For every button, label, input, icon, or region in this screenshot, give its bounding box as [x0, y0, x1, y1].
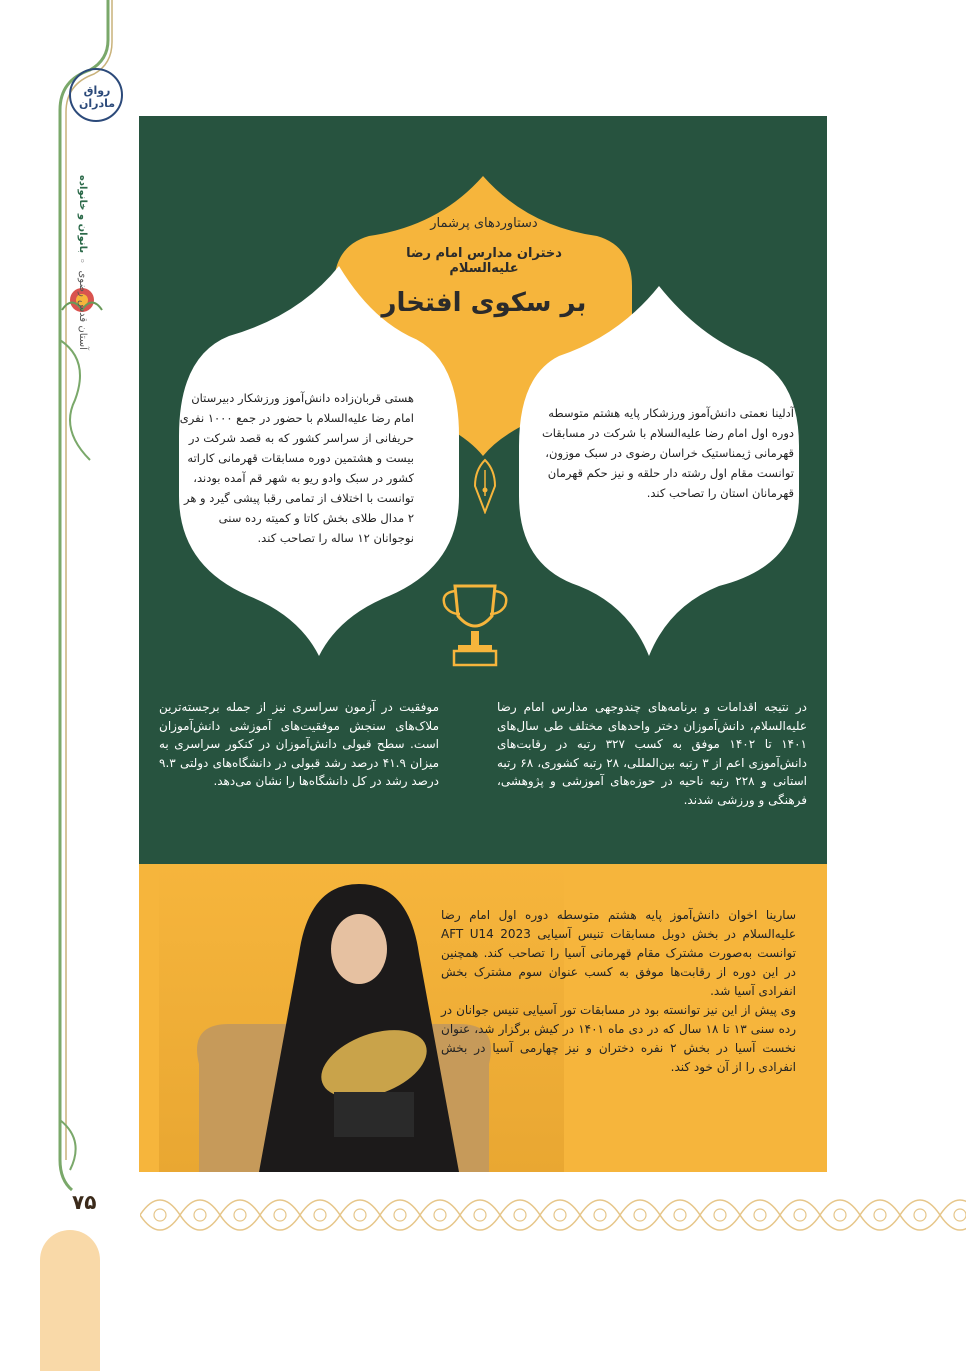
- publisher-label: آستان قدس رضوی: [77, 270, 88, 350]
- green-achievements-panel: [139, 116, 827, 864]
- page-number: ۷۵: [72, 1190, 97, 1214]
- section-label: بانوان و خانواده: [77, 175, 88, 254]
- left-bubble-text: هستی قربان‌زاده دانش‌آموز ورزشکار دبیرستان امام رضا علیه‌السلام با حضور در جمع ۱۰۰۰ نفری حریفانی از سراسر کشور که به قصد شرکت در بیست و هشتمین دوره مسابقات قهرمانی کاراته کشور در سبک وادو ریو به شهر قم آمده بودند، توانست با اختلاف از تمامی رقبا پیشی گیرد و هر ۲ مدال طلای بخش کاتا و کمیته رده سنی نوجوانان ۱۲ ساله را تصاحب کند.: [179, 391, 414, 545]
- orange-feature-panel: [139, 864, 827, 1172]
- rankings-paragraph: در نتیجه اقدامات و برنامه‌های چندوجهی مدارس امام رضا علیه‌السلام، دانش‌آموزان دختر واحدهای مختلف طی سال‌های ۱۴۰۱ تا ۱۴۰۲ موفق به کسب ۳۲۷ رتبه در رقابت‌های دانش‌آموزی اعم از ۳ رتبه بین‌المللی، ۲۸ رتبه کشوری، ۶۸ رتبه استانی و ۲۲۸ رتبه ناحیه در حوزه‌های آموزشی و پژوهشی، فرهنگی و ورزشی شدند.: [497, 700, 807, 807]
- feature-paragraph-2: وی پیش از این نیز توانسته بود در مسابقات تور آسیایی تنیس جوانان در رده سنی ۱۳ تا ۱۸ سال که در دی ماه ۱۴۰۱ در کیش برگزار شد، عنوان نخست آسیا در بخش ۲ نفره دختران و نیز چهارمی آسیا در بخش انفرادی را از آن خود کند.: [441, 1003, 797, 1074]
- page-headline: بر سکوی افتخار: [381, 288, 587, 318]
- geometric-pattern-strip: [140, 1180, 966, 1250]
- logo-text: رواق مادران: [78, 84, 116, 110]
- fountain-pen-icon: [472, 456, 498, 514]
- arch-subtitle-2: دختران مدارس امام رضا علیه‌السلام: [406, 246, 562, 276]
- bottom-tab-decoration: [40, 1230, 100, 1371]
- trophy-icon: [440, 581, 510, 671]
- exam-success-paragraph: موفقیت در آزمون سراسری نیز از جمله برجسته‌ترین ملاک‌های سنجش موفقیت‌های آموزشی دانش‌آموزان است. سطح قبولی دانش‌آموزان در کنکور سراسری به میزان ۴۱.۹ درصد رشد قبولی در دانشگاه‌های دولتی ۹.۳ درصد رشد در کل دانشگاه‌ها را نشان می‌دهد.: [159, 700, 439, 788]
- feature-article: [441, 906, 796, 1077]
- arch-subtitle-1: دستاوردهای پرشمار: [430, 216, 538, 231]
- right-bubble-text: آدلینا نعمتی دانش‌آموز ورزشکار پایه هشتم متوسطه دوره اول امام رضا علیه‌السلام با شرکت در مسابقات قهرمانی ژیمناستیک خراسان رضوی در سبک موزون، توانست مقام اول رشته دار حلقه و نیز حکم قهرمان قهرمانان استان را تصاحب کند.: [541, 406, 794, 500]
- sidebar-caption: آستان قدس رضوی ◦ بانوان و خانواده: [77, 175, 88, 350]
- feature-paragraph-1: سارینا اخوان دانش‌آموز پایه هشتم متوسطه دوره اول امام رضا علیه‌السلام در بخش دوبل مسابقات تنیس آسیایی AFT U14 2023 توانست به‌صورت مشترک مقام قهرمانی آسیا را تصاحب کند. همچنین در این دوره از رقابت‌ها موفق به کسب عنوان سوم مشترک بخش انفرادی آسیا شد.: [441, 908, 796, 998]
